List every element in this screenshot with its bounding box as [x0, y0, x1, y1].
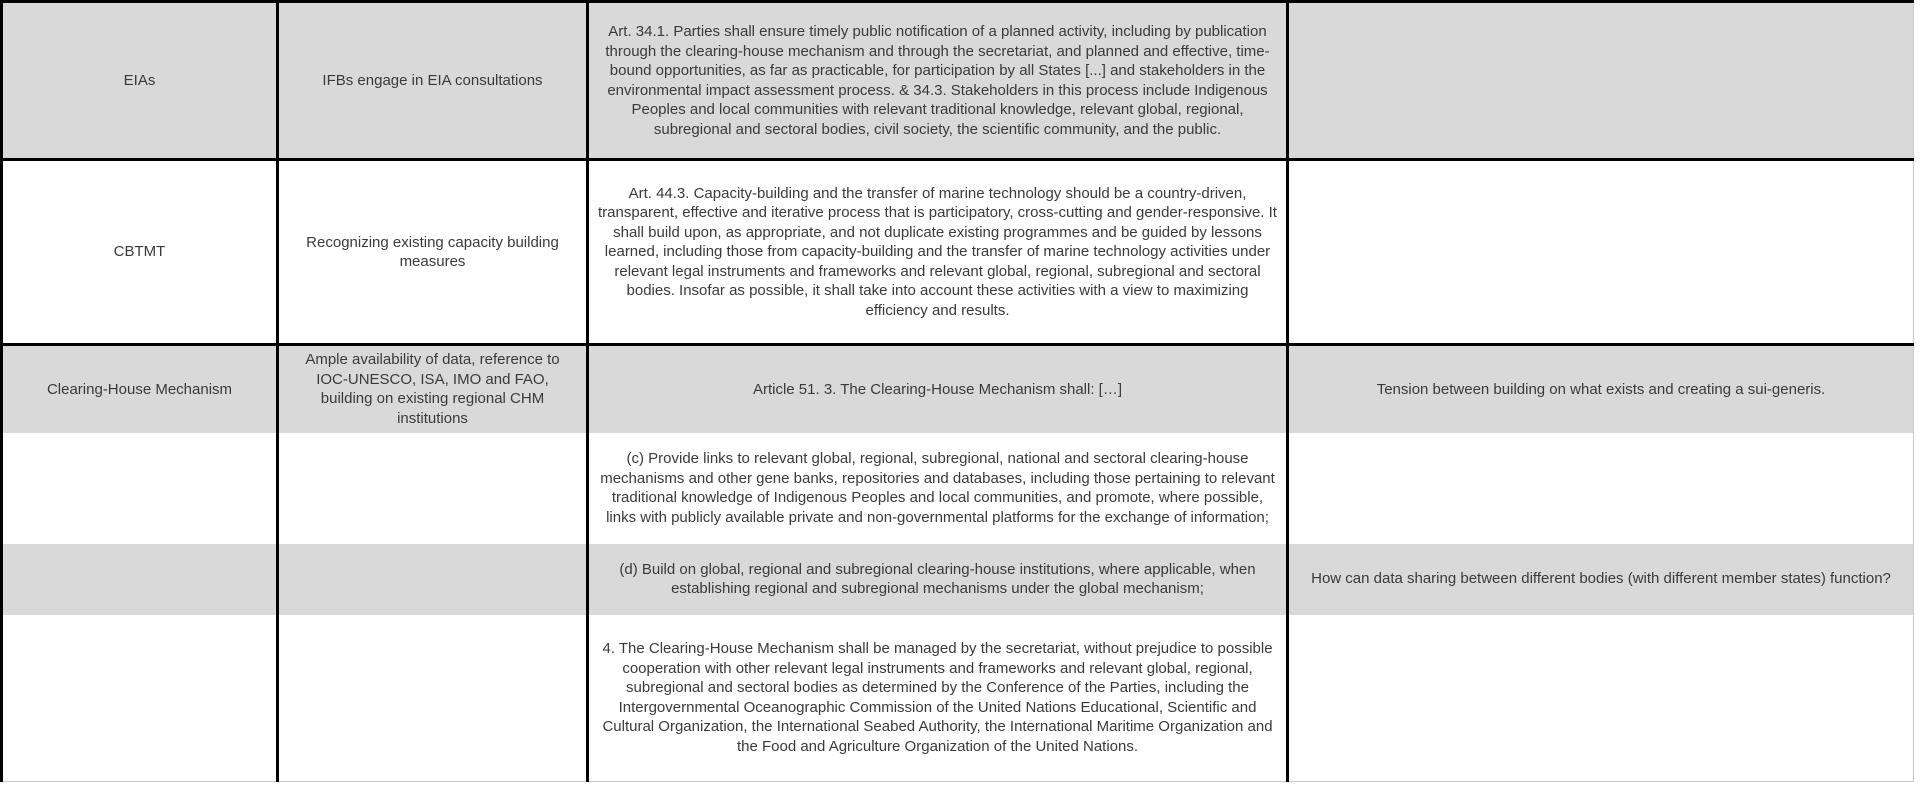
cell-comment	[1288, 160, 1914, 345]
cell-treaty-text: (c) Provide links to relevant global, regional, subregional, national and sectoral clearing-house mechanisms and other gene banks, repositories and databases, including those pertaining to relevant traditional knowledge of Indigenous Peoples and local communities, and promote, where possible, links with publicly available private and non-governmental platforms for the exchange of information;	[588, 433, 1288, 544]
cell-position	[278, 433, 588, 544]
table-row	[2, 345, 1914, 433]
cell-topic: EIAs	[2, 2, 278, 160]
cell-topic	[2, 615, 278, 782]
cell-comment: How can data sharing between different bodies (with different member states) function?	[1288, 544, 1914, 615]
cell-topic	[2, 544, 278, 615]
cell-position: IFBs engage in EIA consultations	[278, 2, 588, 160]
cell-comment	[1288, 615, 1914, 782]
cell-treaty-text: Art. 34.1. Parties shall ensure timely public notification of a planned activity, including by publication through the clearing-house mechanism and through the secretariat, and planned and effective, time-bound opportunities, as far as practicable, for participation by all States [...] and stakeholders in the environmental impact assessment process. & 34.3. Stakeholders in this process include Indigenous Peoples and local communities with relevant traditional knowledge, relevant global, regional, subregional and sectoral bodies, civil society, the scientific community, and the public.	[588, 2, 1288, 160]
table-row	[2, 160, 1914, 345]
table-row	[2, 433, 1914, 544]
table-row	[2, 544, 1914, 615]
cell-treaty-text: (d) Build on global, regional and subregional clearing-house institutions, where applicable, when establishing regional and subregional mechanisms under the global mechanism;	[588, 544, 1288, 615]
cell-topic	[2, 433, 278, 544]
table-row	[2, 615, 1914, 782]
cell-treaty-text: Art. 44.3. Capacity-building and the transfer of marine technology should be a country-driven, transparent, effective and iterative process that is participatory, cross-cutting and gender-responsive. It shall build upon, as appropriate, and not duplicate existing programmes and be guided by lessons learned, including those from capacity-building and the transfer of marine technology activities under relevant legal instruments and frameworks and relevant global, regional, subregional and sectoral bodies. Insofar as possible, it shall take into account these activities with a view to maximizing efficiency and results.	[588, 160, 1288, 345]
cell-topic: CBTMT	[2, 160, 278, 345]
cell-position	[278, 544, 588, 615]
cell-position: Recognizing existing capacity building measures	[278, 160, 588, 345]
table-row	[2, 2, 1914, 160]
cell-position	[278, 615, 588, 782]
cell-comment	[1288, 433, 1914, 544]
cell-treaty-text: Article 51. 3. The Clearing-House Mechanism shall: […]	[588, 345, 1288, 433]
cell-comment: Tension between building on what exists and creating a sui-generis.	[1288, 345, 1914, 433]
cell-topic: Clearing-House Mechanism	[2, 345, 278, 433]
cell-position: Ample availability of data, reference to IOC-UNESCO, ISA, IMO and FAO, building on existing regional CHM institutions	[278, 345, 588, 433]
cell-treaty-text: 4. The Clearing-House Mechanism shall be managed by the secretariat, without prejudice to possible cooperation with other relevant legal instruments and frameworks and relevant global, regional, subregional and sectoral bodies as determined by the Conference of the Parties, including the Intergovernmental Oceanographic Commission of the United Nations Educational, Scientific and Cultural Organization, the International Seabed Authority, the International Maritime Organization and the Food and Agriculture Organization of the United Nations.	[588, 615, 1288, 782]
cell-comment	[1288, 2, 1914, 160]
